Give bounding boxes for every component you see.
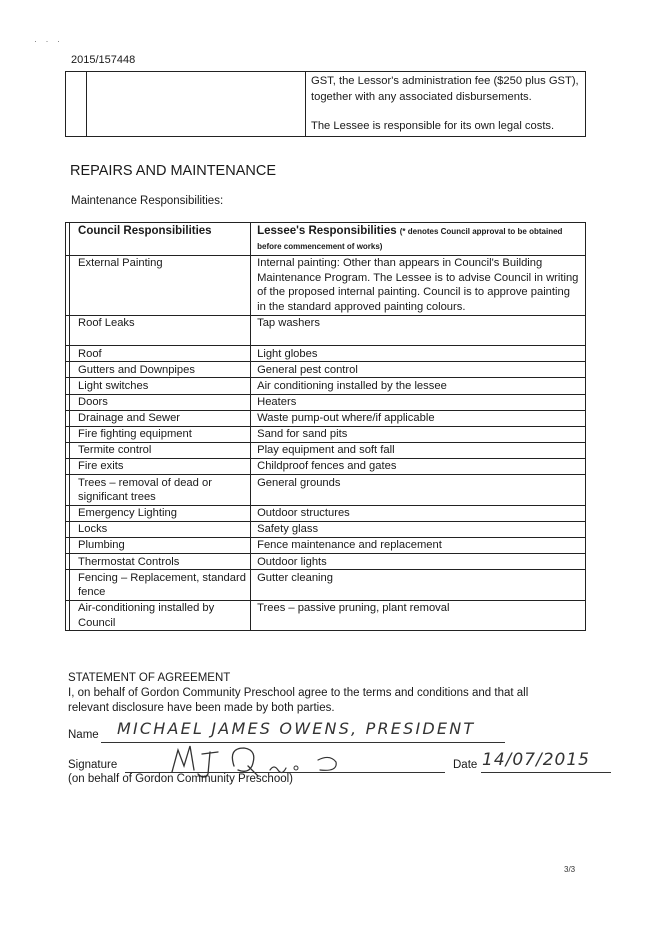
lessee-cell: Waste pump-out where/if applicable bbox=[251, 410, 586, 426]
council-cell: Light switches bbox=[70, 378, 251, 394]
council-cell: Locks bbox=[70, 521, 251, 537]
table-row bbox=[66, 521, 586, 537]
lessee-cell: Sand for sand pits bbox=[251, 426, 586, 442]
lessee-cell: Childproof fences and gates bbox=[251, 458, 586, 474]
statement-line-1: I, on behalf of Gordon Community Preschool agree to the terms and conditions and that all bbox=[68, 687, 529, 699]
lessee-cell: Trees – passive pruning, plant removal bbox=[251, 600, 586, 631]
council-cell: Air-conditioning installed by Council bbox=[70, 600, 251, 631]
table-row bbox=[66, 378, 586, 394]
statement-of-agreement bbox=[68, 671, 608, 716]
table-row bbox=[66, 570, 586, 601]
table-row bbox=[66, 475, 586, 506]
council-cell: Doors bbox=[70, 394, 251, 410]
name-handwritten: MICHAEL JAMES OWENS, PRESIDENT bbox=[117, 719, 476, 738]
header-council: Council Responsibilities bbox=[70, 223, 251, 256]
lessee-cell: Tap washers bbox=[251, 315, 586, 346]
table-header-row bbox=[66, 223, 586, 256]
table-cell bbox=[66, 72, 87, 137]
document-reference: 2015/157448 bbox=[71, 54, 136, 66]
date-handwritten: 14/07/2015 bbox=[482, 750, 590, 770]
table-row bbox=[66, 505, 586, 521]
fee-text: GST, the Lessor's administration fee ($250 plus GST), together with any associated disbursements. bbox=[311, 75, 579, 103]
continued-table bbox=[65, 71, 586, 137]
council-cell: Roof bbox=[70, 346, 251, 362]
council-cell: Drainage and Sewer bbox=[70, 410, 251, 426]
lessee-cell: General grounds bbox=[251, 475, 586, 506]
header-lessee-cell bbox=[251, 223, 586, 256]
table-row bbox=[66, 537, 586, 553]
table-row bbox=[66, 442, 586, 458]
council-cell: Termite control bbox=[70, 442, 251, 458]
table-row bbox=[66, 600, 586, 631]
table-row bbox=[66, 255, 586, 315]
section-subtitle: Maintenance Responsibilities: bbox=[71, 195, 224, 207]
legal-costs-text: The Lessee is responsible for its own legal costs. bbox=[311, 119, 555, 132]
council-cell: Trees – removal of dead or significant trees bbox=[70, 475, 251, 506]
lessee-cell: Gutter cleaning bbox=[251, 570, 586, 601]
lessee-cell: Internal painting: Other than appears in Council's Building Maintenance Program. The Lessee is to advise Council in writing of the proposed internal painting. Council is to approve painting in the standard approved painting colours. bbox=[251, 255, 586, 315]
behalf-note: (on behalf of Gordon Community Preschool) bbox=[68, 773, 293, 785]
lessee-cell: Light globes bbox=[251, 346, 586, 362]
lessee-cell: Air conditioning installed by the lessee bbox=[251, 378, 586, 394]
table-cell bbox=[87, 72, 306, 137]
date-label: Date bbox=[453, 759, 478, 771]
table-row bbox=[66, 426, 586, 442]
table-row bbox=[66, 458, 586, 474]
page-number: 3/3 bbox=[564, 865, 576, 874]
council-cell: Plumbing bbox=[70, 537, 251, 553]
lessee-cell: General pest control bbox=[251, 362, 586, 378]
table-cell bbox=[306, 72, 586, 137]
table-row bbox=[66, 362, 586, 378]
council-cell: Fire exits bbox=[70, 458, 251, 474]
lessee-cell: Play equipment and soft fall bbox=[251, 442, 586, 458]
council-cell: External Painting bbox=[70, 255, 251, 315]
lessee-cell: Heaters bbox=[251, 394, 586, 410]
lessee-cell: Outdoor lights bbox=[251, 554, 586, 570]
council-cell: Thermostat Controls bbox=[70, 554, 251, 570]
maintenance-table bbox=[65, 222, 586, 631]
council-cell: Roof Leaks bbox=[70, 315, 251, 346]
council-cell: Emergency Lighting bbox=[70, 505, 251, 521]
statement-line-2: relevant disclosure have been made by both parties. bbox=[68, 702, 335, 714]
table-row bbox=[66, 315, 586, 346]
statement-heading: STATEMENT OF AGREEMENT bbox=[68, 672, 231, 684]
lessee-cell: Fence maintenance and replacement bbox=[251, 537, 586, 553]
date-underline bbox=[481, 772, 611, 773]
signature-label: Signature bbox=[68, 759, 118, 771]
council-cell: Fire fighting equipment bbox=[70, 426, 251, 442]
scan-specks: · · · bbox=[34, 36, 63, 46]
table-row bbox=[66, 554, 586, 570]
table-row bbox=[66, 410, 586, 426]
table-row bbox=[66, 346, 586, 362]
council-cell: Gutters and Downpipes bbox=[70, 362, 251, 378]
header-lessee-note: (* denotes Council approval to be obtained before commencement of works) bbox=[257, 226, 563, 251]
table-row bbox=[66, 394, 586, 410]
lessee-cell: Safety glass bbox=[251, 521, 586, 537]
lessee-cell: Outdoor structures bbox=[251, 505, 586, 521]
section-title: REPAIRS AND MAINTENANCE bbox=[70, 163, 276, 179]
header-lessee: Lessee's Responsibilities bbox=[257, 224, 397, 237]
name-label: Name bbox=[68, 729, 99, 741]
council-cell: Fencing – Replacement, standard fence bbox=[70, 570, 251, 601]
